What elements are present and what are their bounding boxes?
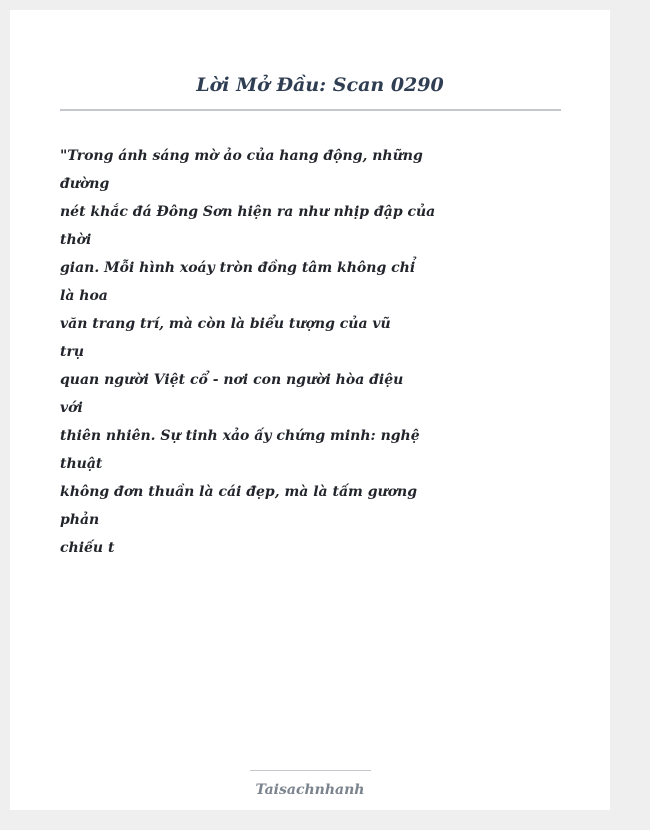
text-line: quan người Việt cổ - nơi con người hòa điệu xyxy=(60,372,404,388)
footer-text: Taisachnhanh xyxy=(255,782,365,798)
text-line: thiên nhiên. Sự tinh xảo ấy chứng minh: nghệ xyxy=(60,428,420,444)
text-line: không đơn thuần là cái đẹp, mà là tấm gương xyxy=(60,484,417,500)
text-line: trụ xyxy=(60,344,85,360)
text-line: thuật xyxy=(60,456,103,472)
text-line: đường xyxy=(60,176,110,192)
page-title: Lời Mở Đầu: Scan 0290 xyxy=(196,74,444,96)
text-line: nét khắc đá Đông Sơn hiện ra như nhịp đập của xyxy=(60,204,436,220)
title-divider xyxy=(60,109,561,111)
document-page xyxy=(10,10,610,810)
text-line: "Trong ánh sáng mờ ảo của hang động, những xyxy=(60,148,423,164)
body-text xyxy=(60,142,436,562)
text-line: văn trang trí, mà còn là biểu tượng của vũ xyxy=(60,316,391,332)
text-line: với xyxy=(60,400,83,416)
text-line: phản xyxy=(60,512,100,528)
text-line: là hoa xyxy=(60,288,108,304)
footer-divider xyxy=(250,770,371,771)
text-line: chiếu t xyxy=(60,540,115,556)
text-line: gian. Mỗi hình xoáy tròn đồng tâm không chỉ xyxy=(60,260,416,276)
text-line: thời xyxy=(60,232,92,248)
